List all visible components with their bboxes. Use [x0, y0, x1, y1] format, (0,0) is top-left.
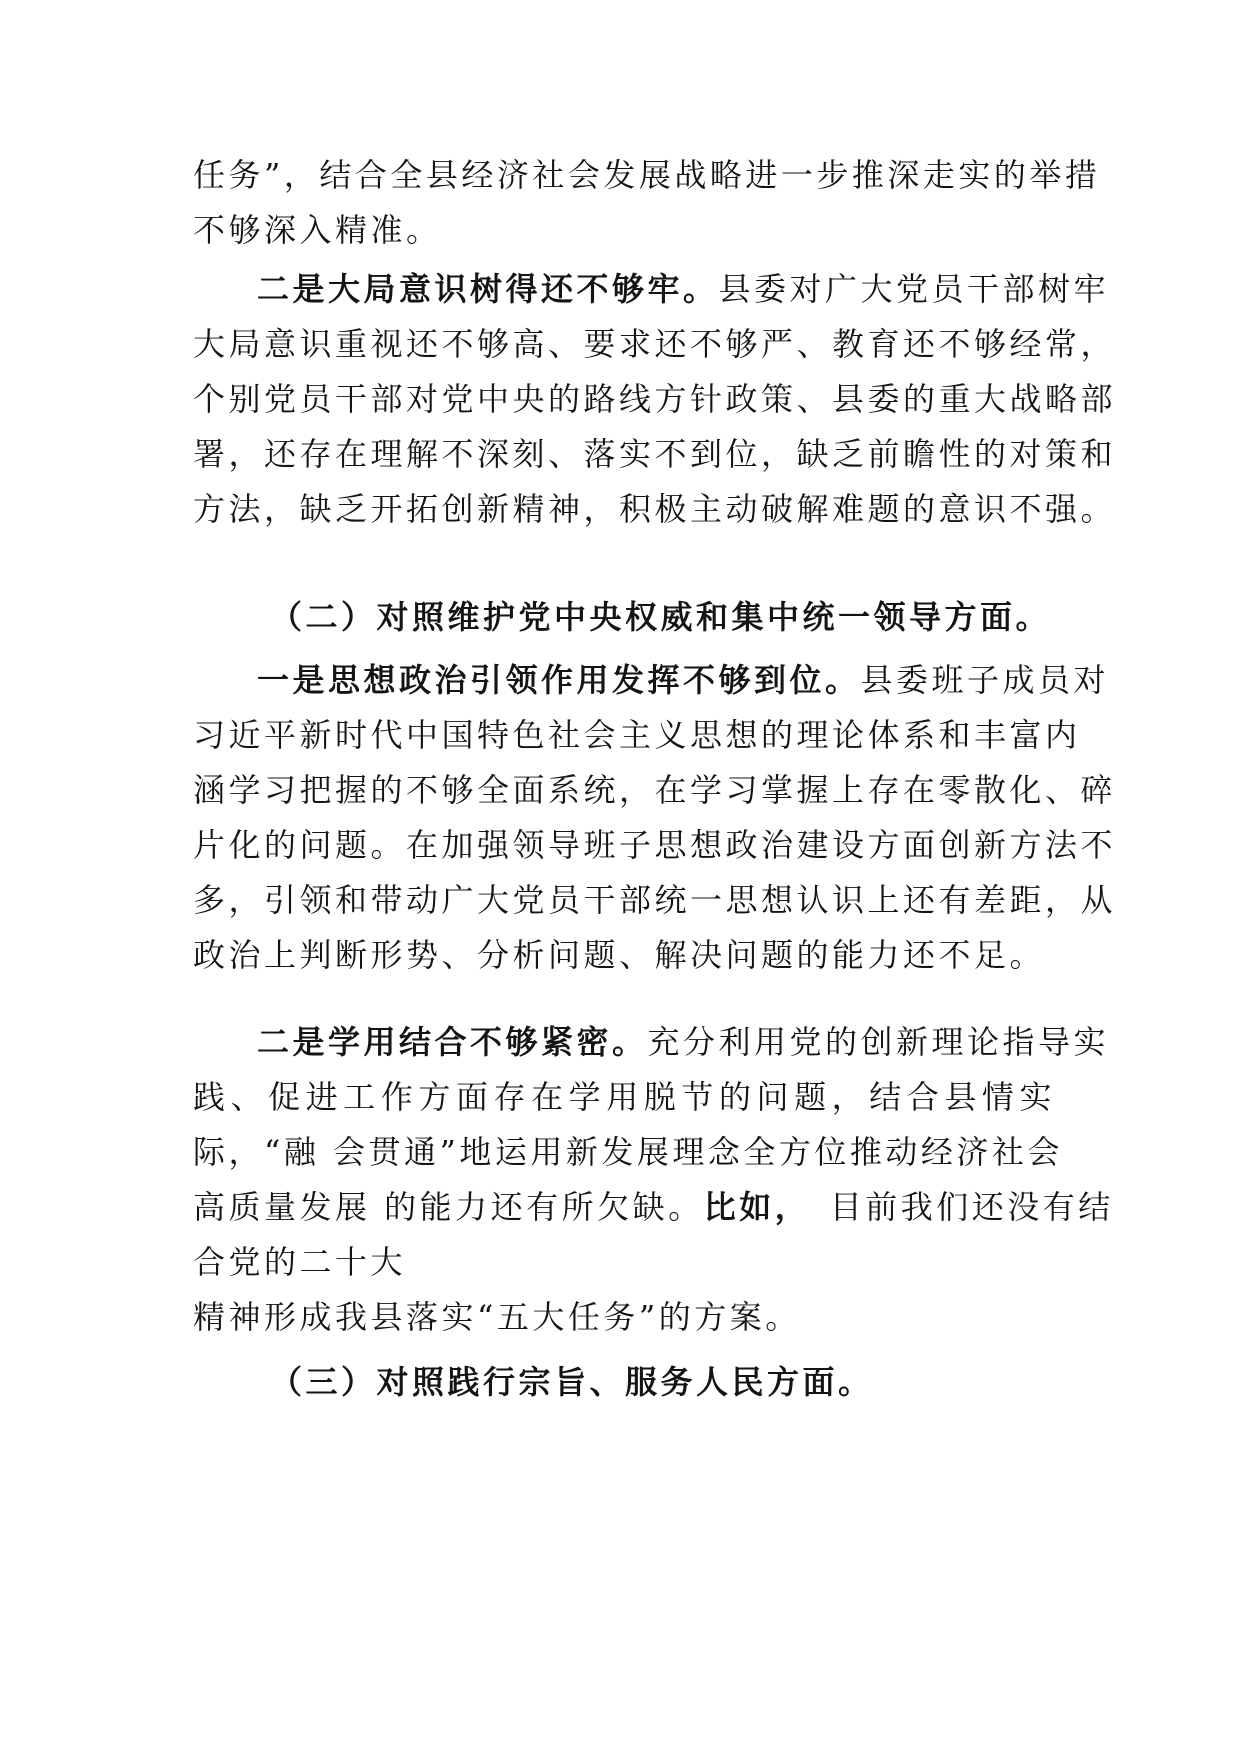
- paragraph-text: 充分利用党的创新理论指导实: [647, 1023, 1110, 1061]
- paragraph-text: 县委对广大党员干部树牢: [718, 270, 1110, 308]
- paragraph-lead: 一是思想政治引领作用发挥不够到位。: [257, 661, 861, 699]
- paragraph-lead: 二是学用结合不够紧密。: [257, 1023, 648, 1061]
- paragraph-text: 目前我们还没有结: [794, 1188, 1114, 1226]
- paragraph-ideological-leadership: [193, 653, 1117, 983]
- paragraph-line: 大局意识重视还不够高、要求还不够严、教育还不够经常，: [193, 325, 1117, 363]
- paragraph-study-application: [193, 1015, 1114, 1345]
- paragraph-line: 合党的二十大: [193, 1243, 407, 1281]
- paragraph-line: 署，还存在理解不深刻、落实不到位，缺乏前瞻性的对策和: [193, 435, 1117, 473]
- paragraph-line: 不够深入精准。: [193, 211, 442, 249]
- paragraph-lead: 二是大局意识树得还不够牢。: [257, 270, 719, 308]
- paragraph-text: 高质量发展 的能力还有所欠缺。: [193, 1188, 704, 1226]
- paragraph-line: 片化的问题。在加强领导班子思想政治建设方面创新方法不: [193, 826, 1117, 864]
- section-heading-2: （二）对照维护党中央权威和集中统一领导方面。: [270, 598, 1052, 636]
- paragraph-continuation: [193, 148, 1101, 258]
- paragraph-line: 精神形成我县落实“五大任务”的方案。: [193, 1298, 801, 1336]
- paragraph-line: 际，“融 会贯通”地运用新发展理念全方位推动经济社会: [193, 1133, 1063, 1171]
- paragraph-line: 习近平新时代中国特色社会主义思想的理论体系和丰富内: [193, 716, 1081, 754]
- paragraph-line: 方法，缺乏开拓创新精神，积极主动破解难题的意识不强。: [193, 490, 1117, 528]
- section-heading-3: （三）对照践行宗旨、服务人民方面。: [270, 1363, 874, 1401]
- paragraph-first-line: [193, 262, 1110, 317]
- paragraph-line: 个别党员干部对党中央的路线方针政策、县委的重大战略部: [193, 380, 1117, 418]
- paragraph-overall-awareness: [193, 262, 1117, 537]
- paragraph-bold-inline: 比如，: [703, 1188, 795, 1226]
- paragraph-line: 政治上判断形势、分析问题、解决问题的能力还不足。: [193, 936, 1046, 974]
- paragraph-text: 县委班子成员对: [860, 661, 1110, 699]
- paragraph-line: 多，引领和带动广大党员干部统一思想认识上还有差距，从: [193, 881, 1117, 919]
- paragraph-line: 践、促进工作方面存在学用脱节的问题，结合县情实: [193, 1078, 1055, 1116]
- paragraph-line: 任务”，结合全县经济社会发展战略进一步推深走实的举措: [193, 156, 1101, 194]
- paragraph-first-line: [193, 653, 1110, 708]
- paragraph-line: 涵学习把握的不够全面系统，在学习掌握上存在零散化、碎: [193, 771, 1117, 809]
- paragraph-first-line: [193, 1015, 1110, 1070]
- paragraph-line: [193, 1180, 1114, 1235]
